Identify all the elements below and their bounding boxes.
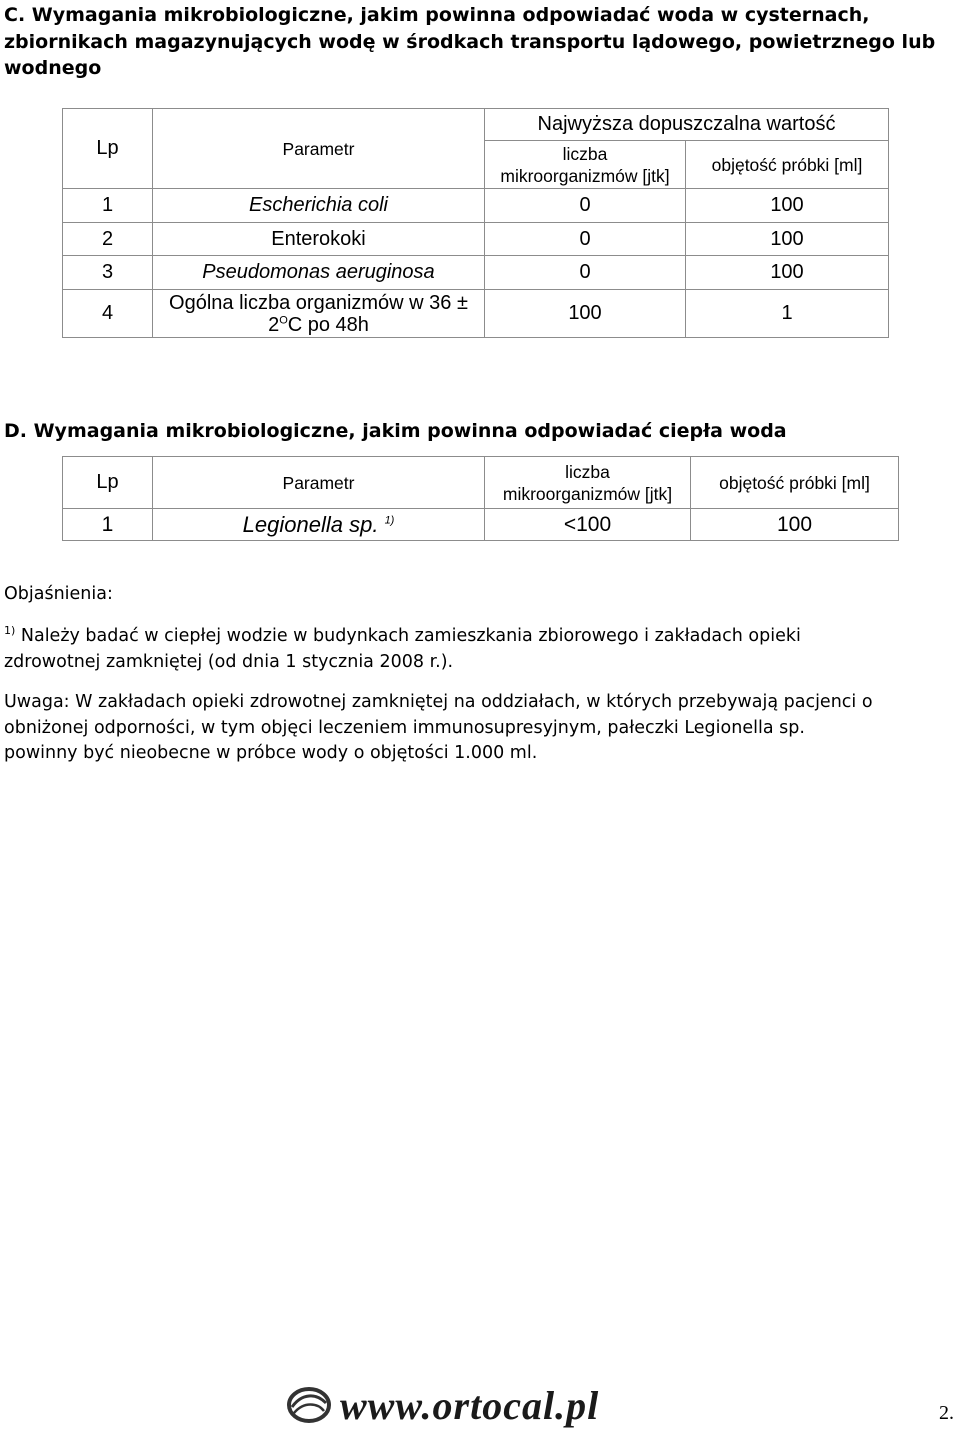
section-c-heading-line: wodnego <box>4 57 102 79</box>
section-d-heading: D. Wymagania mikrobiologiczne, jakim powinna odpowiadać ciepła woda <box>4 420 787 442</box>
header-count-line: mikroorganizmów [jtk] <box>502 483 673 504</box>
section-c-heading-line: zbiornikach magazynujących wodę w środkach transportu lądowego, powietrznego lub <box>4 30 936 53</box>
table-d-header-volume: objętość próbki [ml] <box>691 457 899 509</box>
degree-superscript: O <box>279 313 288 326</box>
table-c-header-lp: Lp <box>63 109 153 189</box>
table-c-header-volume: objętość próbki [ml] <box>686 141 889 189</box>
remark-line: powinny być nieobecne w próbce wody o objętości 1.000 ml. <box>4 743 538 763</box>
world-swirl-icon <box>286 1385 332 1425</box>
footnote-ref: 1) <box>384 514 395 527</box>
cell-param: Enterokoki <box>153 223 485 256</box>
remark <box>4 690 960 767</box>
cell-volume: 100 <box>686 256 889 290</box>
param-text: 2 <box>268 313 280 336</box>
cell-lp: 4 <box>63 290 153 338</box>
table-row <box>63 189 889 223</box>
remark-line: Uwaga: W zakładach opieki zdrowotnej zamkniętej na oddziałach, w których przebywają pacjenci o <box>4 692 873 712</box>
page-number: 2. <box>939 1402 954 1424</box>
table-d <box>62 456 899 541</box>
cell-lp: 1 <box>63 189 153 223</box>
cell-count: 0 <box>485 223 686 256</box>
cell-param <box>153 290 485 338</box>
table-d-header-param: Parametr <box>153 457 485 509</box>
table-row <box>63 256 889 290</box>
table-c-header-count <box>485 141 686 189</box>
cell-volume: 100 <box>691 509 899 541</box>
header-count-line: liczba <box>562 143 608 164</box>
table-row <box>63 223 889 256</box>
footnote <box>4 624 960 675</box>
header-count-line: mikroorganizmów [jtk] <box>500 165 670 186</box>
cell-count: 0 <box>485 256 686 290</box>
table-c-header-group: Najwyższa dopuszczalna wartość <box>485 109 889 141</box>
table-row <box>63 290 889 338</box>
cell-lp: 2 <box>63 223 153 256</box>
param-text: Legionella sp. <box>242 511 379 537</box>
remark-line: obniżonej odporności, w tym objęci leczeniem immunosupresyjnym, pałeczki Legionella sp. <box>4 717 805 738</box>
cell-param: Pseudomonas aeruginosa <box>153 256 485 290</box>
param-line <box>153 314 484 336</box>
cell-lp: 1 <box>63 509 153 541</box>
cell-param <box>153 509 485 541</box>
footnote-line: zdrowotnej zamkniętej (od dnia 1 stycznia 2008 r.). <box>4 651 454 672</box>
table-row <box>63 509 899 541</box>
cell-count: 100 <box>485 290 686 338</box>
footnote-text: Należy badać w ciepłej wodzie w budynkach zamieszkania zbiorowego i zakładach opieki <box>20 626 801 646</box>
footnote-marker: 1) <box>4 624 16 638</box>
table-c <box>62 108 889 338</box>
table-d-header-count <box>485 457 691 509</box>
footnote-line <box>4 624 960 650</box>
cell-lp: 3 <box>63 256 153 290</box>
header-count-line: liczba <box>565 461 610 482</box>
cell-count: 0 <box>485 189 686 223</box>
section-c-heading <box>4 2 935 82</box>
param-text: C po 48h <box>287 313 369 336</box>
notes-title: Objaśnienia: <box>4 584 113 604</box>
logo-text: www.ortocal.pl <box>340 1382 600 1428</box>
cell-volume: 1 <box>686 290 889 338</box>
cell-volume: 100 <box>686 189 889 223</box>
table-c-header-param: Parametr <box>153 109 485 189</box>
cell-param: Escherichia coli <box>153 189 485 223</box>
footer-logo <box>286 1382 599 1428</box>
table-d-header-lp: Lp <box>63 457 153 509</box>
cell-count: <100 <box>485 509 691 541</box>
cell-volume: 100 <box>686 223 889 256</box>
section-c-heading-line: C. Wymagania mikrobiologiczne, jakim powinna odpowiadać woda w cysternach, <box>4 4 870 26</box>
param-line: Ogólna liczba organizmów w 36 ± <box>169 291 468 314</box>
